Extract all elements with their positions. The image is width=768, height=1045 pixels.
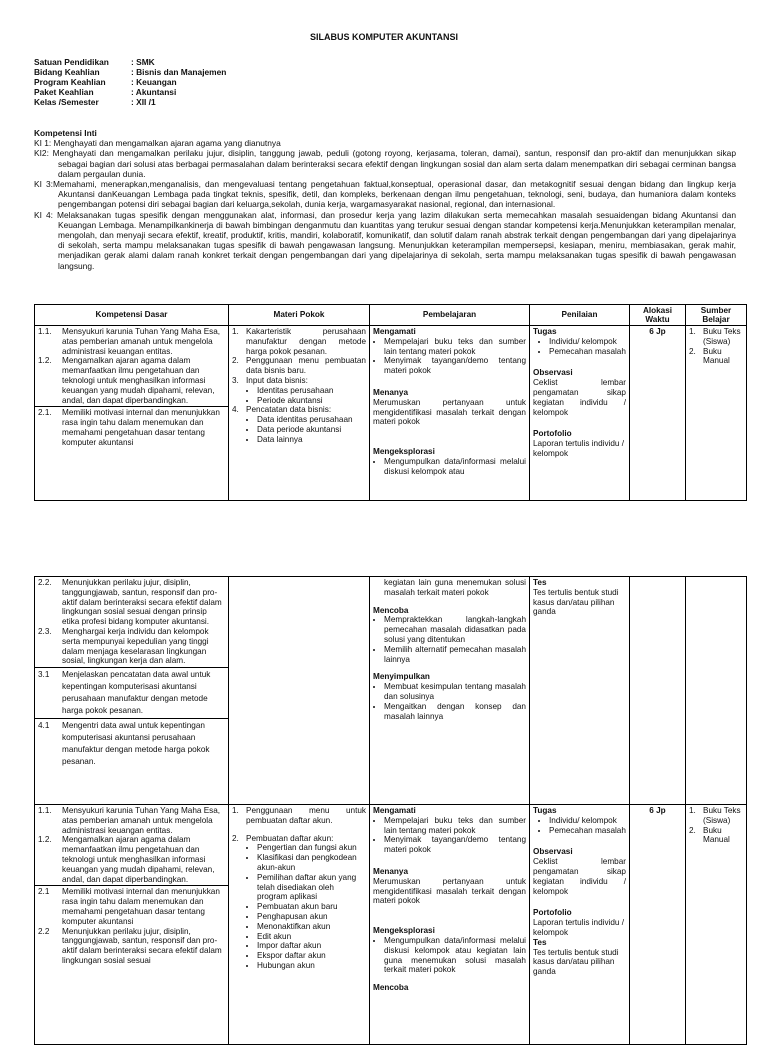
section-heading: Mengeksplorasi	[373, 926, 435, 936]
list-item: • Klasifikasi dan pengkodean akun-akun	[257, 853, 366, 873]
alokasi-cell: 6 Jp	[630, 326, 686, 501]
list-item: • Data lainnya	[257, 435, 366, 445]
materi-text: Pencatatan data bisnis:	[246, 405, 332, 415]
kd-number: 1.2.	[38, 356, 52, 366]
activity-list	[373, 682, 526, 721]
ki-4: KI 4: Melaksanakan tugas spesifik dengan menggunakan alat, informasi, dan prosedur kerja yang lazim dilakukan serta memecahkan masalah sesuaidengan bidang Akuntansi dan Keuangan Lembaga. Menampilkankinerja di bawah bimbingan denganmutu dan kuantitas yang terukur sesuai dengan standar kompetensi kerja.Menunjukkan keterampilan menalar, mengolah, dan menyaji secara efektif, kreatif, produktif, kritis, mandiri, kolaboratif, komunikatif, dan solutif dalam ranah abstrak terkait dengan pengembangan dari yang dipelajarinya di sekolah, serta mampu melaksanakan tugas spesifik di bawah pengawasan langsung. Menunjukkan keterampilan mempersepsi, kesiapan, meniru, membiasakan, gerak mahir, menjadikan gerak alami dalam ranah konkret terkait dengan pengembangan dari yang dipelajarinya di sekolah, serta mampu melaksanakan tugas spesifik di bawah pengawasan langsung.	[34, 209, 736, 271]
section-heading: Mencoba	[373, 983, 409, 993]
sumber-cell	[686, 805, 747, 1045]
identity-key: Bidang Keahlian	[34, 67, 100, 77]
section-text: Ceklist lembar pengamatan sikap kegiatan individu / kelompok	[533, 857, 626, 896]
sumber-item	[689, 826, 743, 846]
penilaian-cell	[530, 805, 630, 1045]
kd-item	[38, 927, 225, 966]
kd-item	[38, 835, 225, 884]
materi-sublist	[232, 843, 366, 970]
penilaian-cell	[530, 577, 630, 805]
activity-list	[373, 816, 526, 855]
kd-cell	[35, 577, 229, 805]
kd-number: 2.3.	[38, 626, 52, 636]
kd-text: Mengentri data awal untuk kepentingan komputerisasi akuntansi perusahaan manufaktur dengan metode harga pokok pesanan.	[62, 721, 210, 767]
sumber-text: Buku Manual	[703, 825, 730, 845]
materi-number: 1.	[232, 327, 239, 336]
section-text: Tes tertulis bentuk studi kasus dan/atau pilihan ganda	[533, 947, 619, 977]
table-row	[35, 577, 747, 805]
kd-text: Menjelaskan pencatatan data awal untuk kepentingan komputerisasi akuntansi perusahaan manufaktur dengan metode harga pokok pesanan.	[62, 670, 211, 716]
kd-item	[38, 578, 225, 627]
assessment-list	[533, 816, 626, 836]
list-item: • Ekspor daftar akun	[257, 951, 366, 961]
materi-item	[232, 376, 366, 386]
identity-row	[34, 97, 226, 107]
list-item: • Identitas perusahaan	[257, 386, 366, 396]
activity-list	[373, 936, 526, 975]
materi-item	[232, 806, 366, 826]
kd-text: Menunjukkan perilaku jujur, disiplin, tanggungjawab, santun, responsif dan pro-aktif dalam berinteraksi secara efektif dalam lingkungan sosial sesuai dengan prinsip etika profesi bidang komputer akuntansi.	[62, 578, 222, 627]
list-item: • Data identitas perusahaan	[257, 415, 366, 425]
identity-key: Program Keahlian	[34, 77, 106, 87]
page-title: SILABUS KOMPUTER AKUNTANSI	[310, 32, 458, 42]
list-item: • Mempelajari buku teks dan sumber lain tentang materi pokok	[384, 816, 526, 836]
identity-value: : Akuntansi	[131, 87, 177, 97]
list-item: • Menyimak tayangan/demo tentang materi pokok	[384, 356, 526, 376]
kd-text: Menghargai kerja individu dan kelompok serta mempunyai kepedulian yang tinggi dalam menjaga keselarasan lingkungan sosial, lingkungan kerja dan alam.	[62, 626, 209, 666]
kd-text: Mensyukuri karunia Tuhan Yang Maha Esa, atas pemberian amanah untuk mengelola administrasi keuangan entitas.	[62, 327, 221, 356]
section-text: kegiatan lain guna menemukan solusi masalah terkait materi pokok	[384, 578, 526, 597]
ki-heading: Kompetensi Inti	[34, 128, 97, 138]
section-heading: Menanya	[373, 866, 409, 876]
list-item: • Impor daftar akun	[257, 941, 366, 951]
kd-item	[38, 356, 225, 405]
section-heading: Observasi	[533, 847, 573, 857]
list-item: • Individu/ kelompok	[549, 816, 626, 826]
section-text: Laporan tertulis individu / kelompok	[533, 918, 625, 937]
materi-sublist	[232, 415, 366, 444]
identity-row	[34, 57, 226, 67]
list-item: • Mengumpulkan data/informasi melalui diskusi kelompok atau kegiatan lain guna menemukan solusi masalah terkait materi pokok	[384, 936, 526, 975]
sumber-number: 2.	[689, 346, 696, 356]
kd-item	[38, 669, 225, 717]
section-heading: Tes	[533, 937, 547, 947]
pembelajaran-cell	[370, 326, 530, 501]
ki-1: KI 1: Menghayati dan mengamalkan ajaran agama yang dianutnya	[34, 138, 281, 149]
section-heading: Tes	[533, 578, 547, 587]
list-item: • Hubungan akun	[257, 961, 366, 971]
materi-text: Input data bisnis:	[246, 375, 308, 385]
materi-sublist	[232, 386, 366, 406]
header-pembelajaran: Pembelajaran	[370, 305, 530, 326]
identity-value: : SMK	[131, 57, 155, 67]
divider	[35, 718, 228, 719]
kd-list	[38, 408, 225, 447]
materi-item	[232, 356, 366, 376]
kompetensi-inti-section	[34, 128, 736, 271]
sumber-cell	[686, 577, 747, 805]
section-heading: Menyimpulkan	[373, 672, 430, 682]
materi-item	[232, 327, 366, 356]
materi-cell	[229, 326, 370, 501]
sumber-item	[689, 327, 743, 347]
header-sumber: Sumber Belajar	[686, 305, 747, 326]
syllabus-table-1	[34, 304, 747, 501]
penilaian-cell	[530, 326, 630, 501]
list-item: • Mengumpulkan data/informasi melalui diskusi kelompok atau	[384, 457, 526, 477]
header-materi: Materi Pokok	[229, 305, 370, 326]
identity-value: : Keuangan	[131, 77, 177, 87]
kd-list	[38, 887, 225, 965]
materi-number: 2.	[232, 833, 239, 843]
identity-key: Kelas /Semester	[34, 97, 99, 107]
list-item: • Individu/ kelompok	[549, 337, 626, 347]
kd-item	[38, 627, 225, 666]
section-heading: Mengamati	[373, 327, 416, 336]
alokasi-cell	[630, 577, 686, 805]
sumber-number: 2.	[689, 825, 696, 835]
list-item: • Penghapusan akun	[257, 912, 366, 922]
identity-row	[34, 77, 226, 87]
identity-key: Satuan Pendidikan	[34, 57, 109, 67]
divider	[35, 406, 228, 407]
materi-number: 1.	[232, 806, 239, 815]
section-heading: Portofolio	[533, 908, 572, 918]
list-item: • Membuat kesimpulan tentang masalah dan solusinya	[384, 682, 526, 702]
list-item: • Data periode akuntansi	[257, 425, 366, 435]
header-alokasi: Alokasi Waktu	[630, 305, 686, 326]
list-item: • Pemecahan masalah	[549, 826, 626, 836]
kd-item	[38, 887, 225, 926]
kd-item	[38, 720, 225, 768]
identity-value: : XII /1	[131, 97, 156, 107]
ki-3: KI 3:Memahami, menerapkan,menganalisis, dan mengevaluasi tentang pengetahuan faktual,konseptual, operasional dasar, dan metakognitif sesuai dengan bidang dan lingkup kerja Akuntansi danKeuangan Lembaga pada tingkat teknis, spesifik, detil, dan kompleks, berkenaan dengan ilmu pengetahuan, teknologi, seni, budaya, dan humaniora dalam konteks pengembangan potensi diri sebagai bagian dari keluarga,sekolah, dunia kerja, wargamasyarakat nasional, regional, dan internasional.	[34, 179, 736, 210]
sumber-item	[689, 347, 743, 367]
section-heading: Tugas	[533, 327, 557, 336]
identity-row	[34, 87, 226, 97]
list-item: • Pengertian dan fungsi akun	[257, 843, 366, 853]
kd-text: Memiliki motivasi internal dan menunjukkan rasa ingin tahu dalam menemukan dan memahami pengetahuan dasar tentang komputer akuntansi	[62, 408, 220, 447]
kd-text: Mensyukuri karunia Tuhan Yang Maha Esa, atas pemberian amanah untuk mengelola administrasi keuangan entitas.	[62, 806, 221, 835]
materi-cell	[229, 805, 370, 1045]
list-item: • Memilih alternatif pemecahan masalah lainnya	[384, 645, 526, 665]
assessment-list	[533, 337, 626, 357]
table-row	[35, 805, 747, 1045]
kd-number: 2.1.	[38, 408, 52, 418]
identity-block	[34, 57, 226, 107]
section-text: Tes tertulis bentuk studi kasus dan/atau pilihan ganda	[533, 587, 619, 617]
kd-text: Memiliki motivasi internal dan menunjukkan rasa ingin tahu dalam menemukan dan memahami pengetahuan dasar tentang komputer akuntansi	[62, 887, 220, 926]
section-heading: Tugas	[533, 806, 557, 815]
list-item: • Mempraktekkan langkah-langkah pemecahan masalah didasatkan pada solusi yang ditentukan	[384, 615, 526, 644]
section-text: Laporan tertulis individu / kelompok	[533, 439, 625, 458]
list-item: • Menyimak tayangan/demo tentang materi pokok	[384, 835, 526, 855]
sumber-text: Buku Manual	[703, 346, 730, 366]
section-text: Merumuskan pertanyaan untuk mengidentifikasi masalah terkait dengan materi pokok	[373, 876, 526, 906]
materi-number: 2.	[232, 356, 239, 366]
sumber-item	[689, 806, 743, 826]
kd-text: Menunjukkan perilaku jujur, disiplin, tanggungjawab, santun, responsif dan pro-aktif dalam berinteraksi secara efektif dalam lingkungan sosial sesuai	[62, 926, 222, 965]
pembelajaran-cell	[370, 577, 530, 805]
list-item: • Mempelajari buku teks dan sumber lain tentang materi pokok	[384, 337, 526, 357]
kd-item	[38, 806, 225, 835]
alokasi-cell: 6 Jp	[630, 805, 686, 1045]
sumber-number: 1.	[689, 806, 696, 815]
activity-list	[373, 615, 526, 664]
table-row	[35, 326, 747, 501]
kd-number: 2.2.	[38, 578, 52, 587]
kd-cell	[35, 326, 229, 501]
list-item: • Menonaktifkan akun	[257, 922, 366, 932]
kd-number: 1.1.	[38, 806, 52, 815]
kd-item	[38, 327, 225, 356]
section-heading: Portofolio	[533, 429, 572, 439]
materi-text: Kakarteristik perusahaan manufaktur dengan metode harga pokok pesanan.	[246, 327, 366, 356]
list-item: • Pemecahan masalah	[549, 347, 626, 357]
table-header-row	[35, 305, 747, 326]
list-item: • Mengaitkan dengan konsep dan masalah lainnya	[384, 702, 526, 722]
sumber-number: 1.	[689, 327, 696, 336]
kd-item	[38, 408, 225, 447]
section-heading: Observasi	[533, 368, 573, 378]
kd-number: 3.1	[38, 670, 50, 680]
materi-item	[232, 405, 366, 415]
kd-number: 1.2.	[38, 835, 52, 845]
identity-value: : Bisnis dan Manajemen	[131, 67, 227, 77]
section-heading: Mengeksplorasi	[373, 447, 435, 457]
list-item: • Pembuatan akun baru	[257, 902, 366, 912]
kd-list	[38, 720, 225, 768]
section-heading: Mencoba	[373, 605, 409, 615]
materi-number: 3.	[232, 375, 239, 385]
identity-key: Paket Keahlian	[34, 87, 94, 97]
activity-list	[373, 457, 526, 477]
ki-2: KI2: Menghayati dan mengamalkan perilaku jujur, disiplin, tanggung jawab, peduli (gotong royong, kerjasama, toleran, damai), santun, responsif dan pro-aktif dan menunjukkan sikap sebagai bagian dari solusi atas berbagai permasalahan dalam berinteraksi secara efektif dengan lingkungan sosial dan alam serta dalam menempatkan diri sebagai cerminan bangsa dalam pergaulan dunia.	[34, 148, 736, 179]
materi-number: 4.	[232, 405, 239, 415]
section-heading: Menanya	[373, 387, 409, 397]
header-penilaian: Penilaian	[530, 305, 630, 326]
section-text: Ceklist lembar pengamatan sikap kegiatan individu / kelompok	[533, 378, 626, 417]
kd-number: 2.1	[38, 887, 50, 897]
kd-number: 2.2	[38, 926, 50, 936]
kd-list	[38, 327, 225, 405]
materi-text: Penggunaan menu pembuatan data bisnis baru.	[246, 356, 366, 376]
kd-number: 4.1	[38, 721, 50, 731]
list-item: • Edit akun	[257, 932, 366, 942]
identity-row	[34, 67, 226, 77]
section-text: Merumuskan pertanyaan untuk mengidentifikasi masalah terkait dengan materi pokok	[373, 397, 526, 427]
header-kd: Kompetensi Dasar	[35, 305, 229, 326]
kd-list	[38, 806, 225, 884]
kd-list	[38, 578, 225, 666]
materi-cell	[229, 577, 370, 805]
sumber-text: Buku Teks (Siswa)	[703, 327, 741, 346]
kd-number: 1.1.	[38, 327, 52, 336]
materi-item	[232, 834, 366, 844]
materi-text: Pembuatan daftar akun:	[246, 833, 334, 843]
section-heading: Mengamati	[373, 806, 416, 815]
kd-list	[38, 669, 225, 717]
divider	[35, 885, 228, 886]
list-item: • Periode akuntansi	[257, 396, 366, 406]
list-item: • Pemilihan daftar akun yang telah disediakan oleh program aplikasi	[257, 873, 366, 902]
activity-list	[373, 337, 526, 376]
sumber-cell	[686, 326, 747, 501]
sumber-text: Buku Teks (Siswa)	[703, 806, 741, 825]
kd-cell	[35, 805, 229, 1045]
divider	[35, 667, 228, 668]
materi-text: Penggunaan menu untuk pembuatan daftar akun.	[246, 806, 366, 825]
pembelajaran-cell	[370, 805, 530, 1045]
kd-text: Mengamalkan ajaran agama dalam memanfaatkan ilmu pengetahuan dan teknologi untuk menghasilkan informasi keuangan yang mudah dipahami, relevan, andal, dan dapat diperbandingkan.	[62, 835, 215, 884]
kd-text: Mengamalkan ajaran agama dalam memanfaatkan ilmu pengetahuan dan teknologi untuk menghasilkan informasi keuangan yang mudah dipahami, relevan, andal, dan dapat diperbandingkan.	[62, 356, 215, 405]
syllabus-table-2	[34, 576, 747, 1045]
